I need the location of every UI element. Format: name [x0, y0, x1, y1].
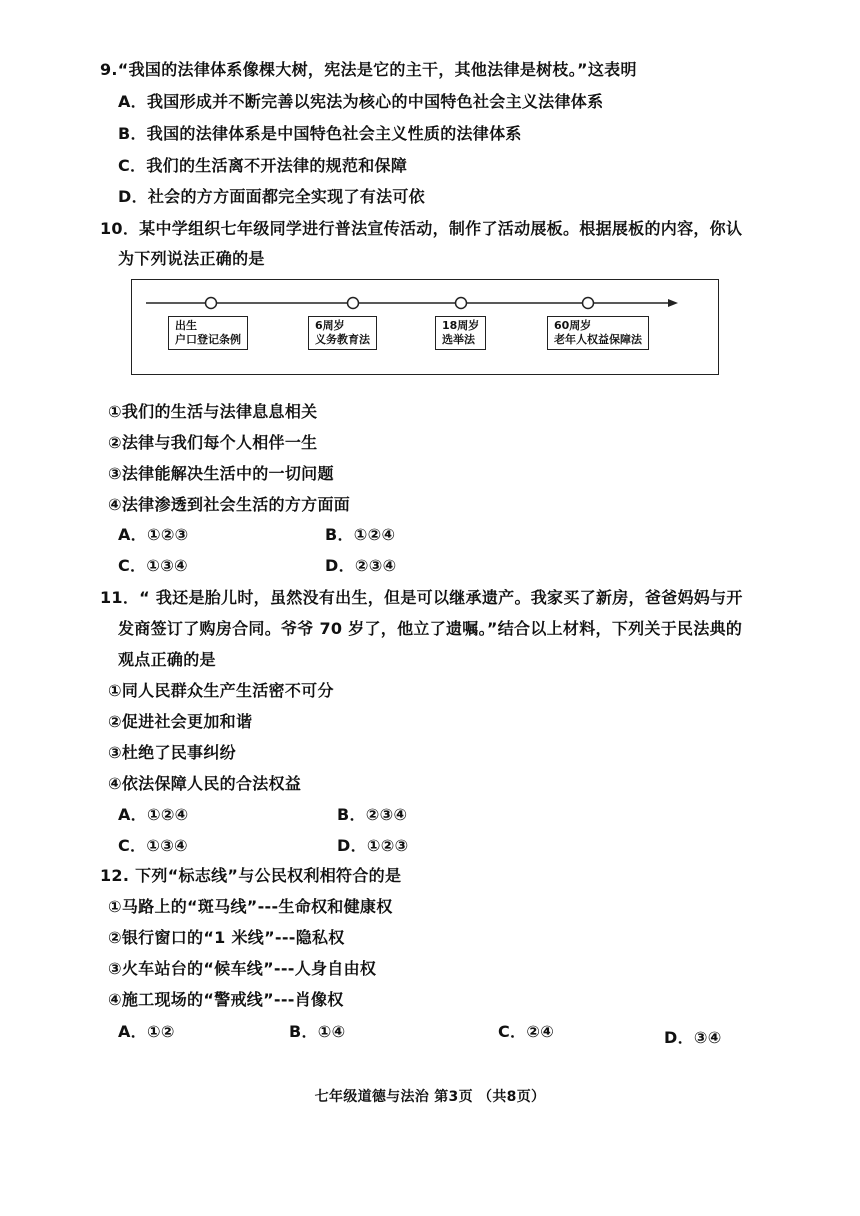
timeline-node-6 [348, 298, 359, 309]
timeline-law: 户口登记条例 [175, 333, 241, 346]
q10-statement-2: ②法律与我们每个人相伴一生 [108, 433, 318, 452]
q11-statement-2: ②促进社会更加和谐 [108, 712, 253, 731]
timeline-node-18 [456, 298, 467, 309]
q10-option-c: C．①③④ [118, 556, 188, 575]
q9-option-b: B．我国的法律体系是中国特色社会主义性质的法律体系 [118, 124, 522, 143]
q10-option-b: B．①②④ [325, 525, 396, 544]
q9-stem: 9.“我国的法律体系像棵大树，宪法是它的主干，其他法律是树枝。”这表明 [100, 60, 637, 79]
timeline-law: 选举法 [442, 333, 475, 346]
q11-stem-line3: 观点正确的是 [118, 650, 216, 669]
timeline-node-60 [583, 298, 594, 309]
q12-option-b: B．①④ [289, 1022, 346, 1041]
q11-statement-1: ①同人民群众生产生活密不可分 [108, 681, 334, 700]
page-footer: 七年级道德与法治 第3页 （共8页） [314, 1089, 546, 1105]
q11-option-b: B．②③④ [337, 805, 408, 824]
q10-option-d: D．②③④ [325, 556, 397, 575]
q12-statement-3: ③火车站台的“候车线”---人身自由权 [108, 959, 377, 978]
timeline-age: 18周岁 [442, 319, 480, 332]
q11-option-a: A．①②④ [118, 805, 189, 824]
timeline-board [131, 279, 719, 375]
timeline-label-60 [547, 316, 649, 350]
q10-statement-3: ③法律能解决生活中的一切问题 [108, 464, 334, 483]
q11-stem-line1: 11．“ 我还是胎儿时，虽然没有出生，但是可以继承遗产。我家买了新房，爸爸妈妈与开 [100, 588, 743, 607]
q11-statement-3: ③杜绝了民事纠纷 [108, 743, 236, 762]
timeline-label-6 [308, 316, 377, 350]
q12-stem: 12. 下列“标志线”与公民权利相符合的是 [100, 866, 402, 885]
timeline-label-18 [435, 316, 486, 350]
timeline-label-birth [168, 316, 248, 350]
q10-statement-4: ④法律渗透到社会生活的方方面面 [108, 495, 351, 514]
q12-option-a: A．①② [118, 1022, 175, 1041]
q12-statement-4: ④施工现场的“警戒线”---肖像权 [108, 990, 344, 1009]
q10-stem-line1: 10．某中学组织七年级同学进行普法宣传活动，制作了活动展板。根据展板的内容，你认 [100, 219, 743, 238]
q10-stem-line2: 为下列说法正确的是 [118, 249, 265, 268]
q11-option-d: D．①②③ [337, 836, 409, 855]
timeline-age: 6周岁 [315, 319, 345, 332]
timeline-age: 出生 [175, 319, 197, 332]
q11-statement-4: ④依法保障人民的合法权益 [108, 774, 302, 793]
timeline-law: 老年人权益保障法 [554, 333, 642, 346]
timeline-law: 义务教育法 [315, 333, 370, 346]
q11-stem-line2: 发商签订了购房合同。爷爷 70 岁了，他立了遗嘱。”结合以上材料，下列关于民法典的 [118, 619, 743, 638]
q11-option-c: C．①③④ [118, 836, 188, 855]
q9-option-c: C．我们的生活离不开法律的规范和保障 [118, 156, 408, 175]
q12-statement-1: ①马路上的“斑马线”---生命权和健康权 [108, 897, 393, 916]
q10-option-a: A．①②③ [118, 525, 189, 544]
timeline-node-birth [206, 298, 217, 309]
q12-option-c: C．②④ [498, 1022, 555, 1041]
q9-option-d: D．社会的方方面面都完全实现了有法可依 [118, 187, 425, 206]
q9-option-a: A．我国形成并不断完善以宪法为核心的中国特色社会主义法律体系 [118, 92, 604, 111]
q12-option-d: D．③④ [664, 1028, 722, 1047]
timeline-age: 60周岁 [554, 319, 592, 332]
q12-statement-2: ②银行窗口的“1 米线”---隐私权 [108, 928, 345, 947]
q10-statement-1: ①我们的生活与法律息息相关 [108, 402, 318, 421]
